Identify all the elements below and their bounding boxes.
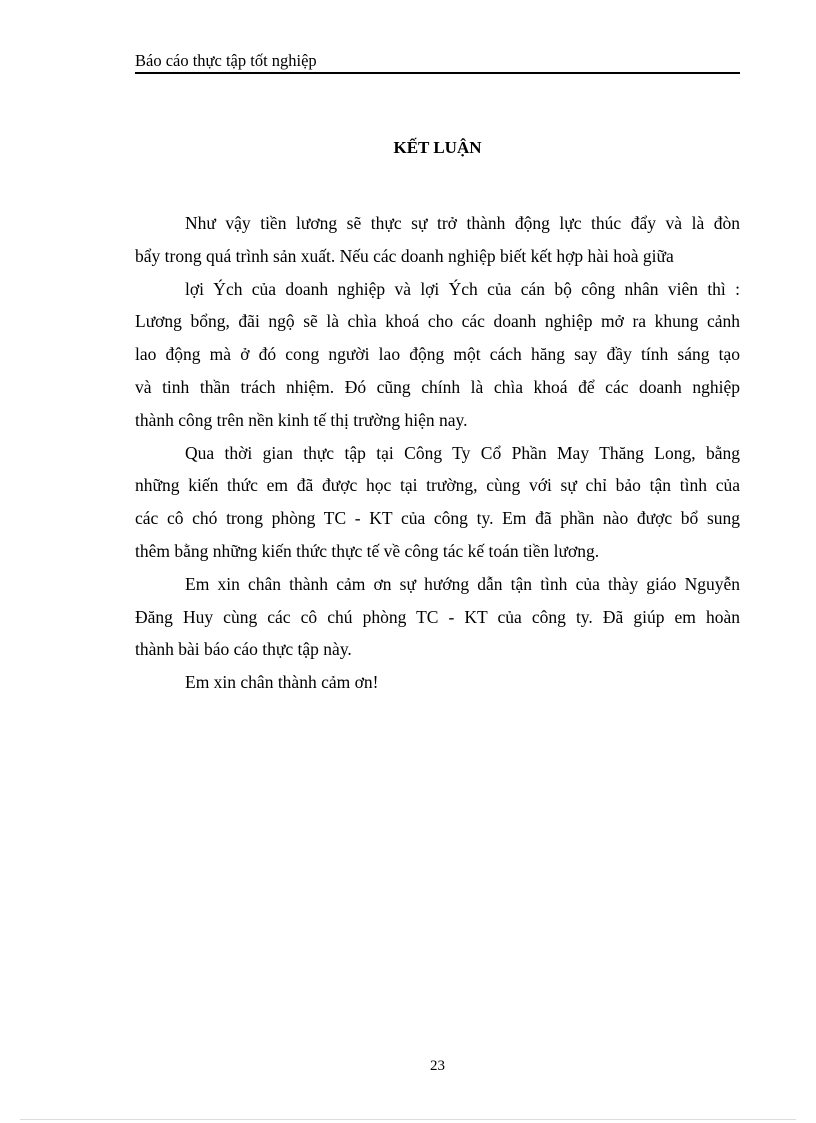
- page-edge-divider: [20, 1119, 796, 1120]
- paragraph-line: thêm bằng những kiến thức thực tế về công tác kế toán tiền lương.: [135, 540, 600, 561]
- paragraph-4: [135, 568, 740, 666]
- paragraph-line: lao động mà ở đó cong người lao động một cách hăng say đầy tính sáng tạo: [135, 344, 740, 365]
- body-text: [135, 207, 740, 699]
- page-number: 23: [430, 1058, 445, 1074]
- paragraph-1: [135, 207, 740, 273]
- paragraph-3: [135, 437, 740, 568]
- paragraph-line: Đăng Huy cùng các cô chú phòng TC - KT của công ty. Đã giúp em hoàn: [135, 606, 740, 627]
- paragraph-line: Qua thời gian thực tập tại Công Ty Cổ Phần May Thăng Long, bằng: [185, 442, 740, 463]
- paragraph-5: [135, 666, 740, 699]
- paragraph-line: Em xin chân thành cảm ơn sự hướng dẫn tận tình của thày giáo Nguyễn: [185, 573, 740, 594]
- paragraph-line: và tinh thần trách nhiệm. Đó cũng chính là chìa khoá để các doanh nghiệp: [135, 376, 740, 397]
- running-title: Báo cáo thực tập tốt nghiệp: [135, 51, 317, 70]
- paragraph-line: lợi Ých của doanh nghiệp và lợi Ých của cán bộ công nhân viên thì :: [185, 278, 740, 299]
- paragraph-line: thành bài báo cáo thực tập này.: [135, 639, 352, 660]
- paragraph-line: những kiến thức em đã được học tại trường, cùng với sự chỉ bảo tận tình của: [135, 475, 740, 496]
- paragraph-line: các cô chó trong phòng TC - KT của công ty. Em đã phần nào được bổ sung: [135, 508, 740, 529]
- paragraph-line: Như vậy tiền lương sẽ thực sự trở thành động lực thúc đẩy và là đòn: [185, 213, 740, 233]
- paragraph-2: [135, 273, 740, 437]
- section-title: KẾT LUẬN: [393, 138, 482, 157]
- paragraph-line: Em xin chân thành cảm ơn!: [185, 672, 379, 693]
- paragraph-line: thành công trên nền kinh tế thị trường hiện nay.: [135, 409, 468, 430]
- paragraph-line: Lương bổng, đãi ngộ sẽ là chìa khoá cho các doanh nghiệp mở ra khung cảnh: [135, 311, 740, 332]
- page-header: [135, 50, 740, 74]
- paragraph-line: bẩy trong quá trình sản xuất. Nếu các doanh nghiệp biết kết hợp hài hoà giữa: [135, 245, 674, 266]
